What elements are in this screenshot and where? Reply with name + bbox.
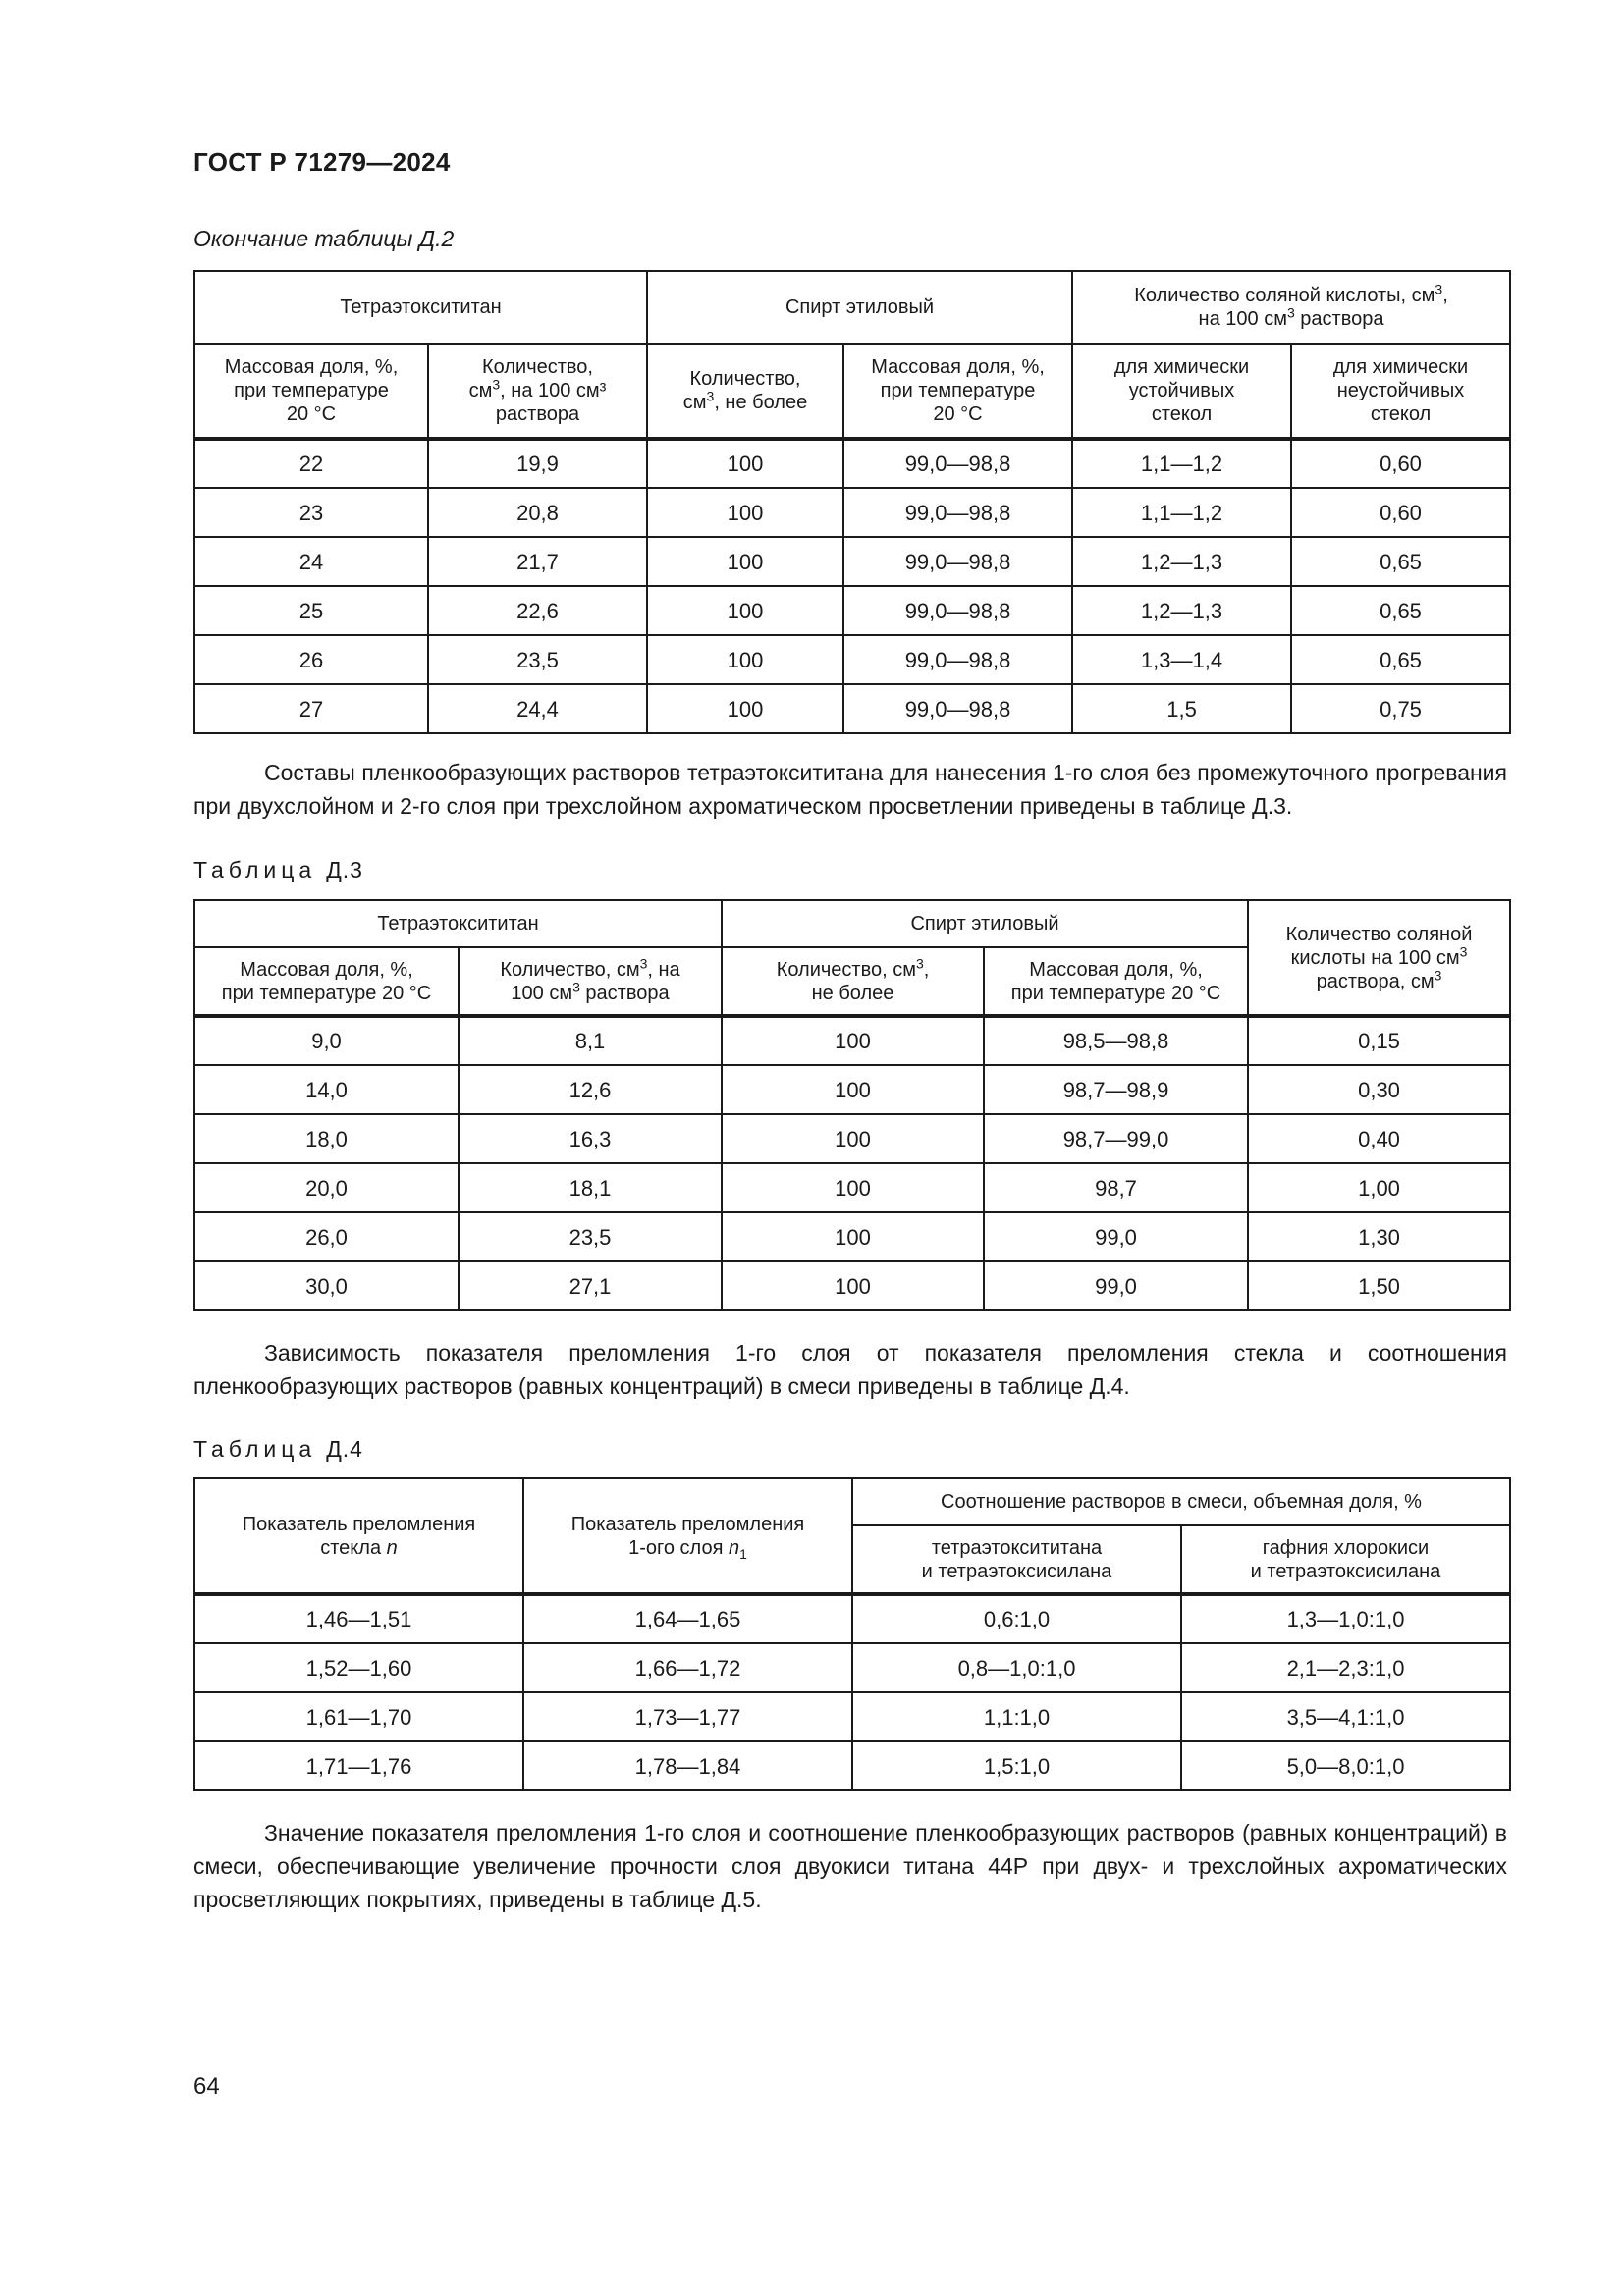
table-d4-header-ratio: Соотношение растворов в смеси, объемная доля, % <box>852 1478 1510 1525</box>
table-d2-header-spirt-mass: Массовая доля, %, при температуре 20 °С <box>843 344 1072 439</box>
table-row: 25 22,6 100 99,0—98,8 1,2—1,3 0,65 <box>194 586 1510 635</box>
table-d2 <box>193 270 1511 734</box>
table-d2-header-acid-stable: для химически устойчивых стекол <box>1072 344 1291 439</box>
table-row: 1,71—1,76 1,78—1,84 1,5:1,0 5,0—8,0:1,0 <box>194 1741 1510 1790</box>
table-d4-header-layer: Показатель преломления 1-ого слоя $n_1$ <box>523 1478 852 1594</box>
table-d4-caption: Таблица Д.4 <box>193 1436 363 1462</box>
table-d3-caption: Таблица Д.3 <box>193 857 363 882</box>
table-row: 1,52—1,60 1,66—1,72 0,8—1,0:1,0 2,1—2,3:1,0 <box>194 1643 1510 1692</box>
table-d2-header-spirt: Спирт этиловый <box>647 271 1072 344</box>
table-d2-header-tetra-qty: Количество, $см^3$, на 100 см³ раствора <box>428 344 647 439</box>
table-d4-header-ratio-titan: тетраэтоксититана и тетраэтоксисилана <box>852 1525 1181 1594</box>
table-row: 9,0 8,1 100 98,5—98,8 0,15 <box>194 1016 1510 1065</box>
table-row: 23 20,8 100 99,0—98,8 1,1—1,2 0,60 <box>194 488 1510 537</box>
paragraph-table-d4-intro: Зависимость показателя преломления 1-го слоя от показателя преломления стекла и соотношения пленкообразующих растворов (равных концентраций) в смеси приведены в таблице Д.4. <box>193 1340 1507 1399</box>
table-row: 27 24,4 100 99,0—98,8 1,5 0,75 <box>194 684 1510 733</box>
table-row: 1,46—1,51 1,64—1,65 0,6:1,0 1,3—1,0:1,0 <box>194 1594 1510 1643</box>
table-row: 30,0 27,1 100 99,0 1,50 <box>194 1261 1510 1310</box>
table-d4 <box>193 1477 1511 1791</box>
table-d2-header-spirt-qty: Количество, $см^3$, не более <box>647 344 843 439</box>
table-d3-header-spirt-mass: Массовая доля, %, при температуре 20 °С <box>984 947 1248 1016</box>
table-d2-header-acid: Количество соляной кислоты, $см^3$, на 100 $см^3$ раствора <box>1072 271 1510 344</box>
table-d3-header-tetra-mass: Массовая доля, %, при температуре 20 °С <box>194 947 459 1016</box>
table-row: 20,0 18,1 100 98,7 1,00 <box>194 1163 1510 1212</box>
table-d3-header-acid: Количество соляной кислоты на 100 $см^3$ раствора, $см^3$ <box>1248 900 1510 1016</box>
table-row: 14,0 12,6 100 98,7—98,9 0,30 <box>194 1065 1510 1114</box>
table-row: 26 23,5 100 99,0—98,8 1,3—1,4 0,65 <box>194 635 1510 684</box>
table-row: 22 19,9 100 99,0—98,8 1,1—1,2 0,60 <box>194 439 1510 488</box>
table-d3-header-spirt: Спирт этиловый <box>722 900 1248 947</box>
table-d2-header-tetra: Тетраэтоксититан <box>194 271 647 344</box>
table-d4-header-glass: Показатель преломления стекла n <box>194 1478 523 1594</box>
document-code: ГОСТ Р 71279—2024 <box>193 147 451 177</box>
page-number: 64 <box>193 2073 220 2100</box>
table-row: 24 21,7 100 99,0—98,8 1,2—1,3 0,65 <box>194 537 1510 586</box>
table-d4-header-ratio-hafnium: гафния хлорокиси и тетраэтоксисилана <box>1181 1525 1510 1594</box>
table-d2-caption: Окончание таблицы Д.2 <box>193 226 455 251</box>
table-d3-header-tetra-qty: Количество, $см^3$, на 100 $см^3$ раствора <box>459 947 722 1016</box>
paragraph-table-d5-intro: Значение показателя преломления 1-го слоя и соотношение пленкообразующих растворов (равных концентраций) в смеси, обеспечивающие увеличение прочности слоя двуокиси титана 44Р при двух- и трехслойных ахроматических просветляющих покрытиях, приведены в таблице Д.5. <box>193 1820 1507 1912</box>
table-d3-header-spirt-qty: Количество, $см^3$, не более <box>722 947 984 1016</box>
table-row: 18,0 16,3 100 98,7—99,0 0,40 <box>194 1114 1510 1163</box>
table-d2-header-tetra-mass: Массовая доля, %, при температуре 20 °С <box>194 344 428 439</box>
table-d3-header-tetra: Тетраэтоксититан <box>194 900 722 947</box>
table-d2-header-acid-unstable: для химически неустойчивых стекол <box>1291 344 1510 439</box>
table-row: 26,0 23,5 100 99,0 1,30 <box>194 1212 1510 1261</box>
table-d3 <box>193 899 1511 1311</box>
paragraph-table-d3-intro: Составы пленкообразующих растворов тетраэтоксититана для нанесения 1-го слоя без промежуточного прогревания при двухслойном и 2-го слоя при трехслойном ахроматическом просветлении приведены в таблице Д.3. <box>193 760 1507 819</box>
table-row: 1,61—1,70 1,73—1,77 1,1:1,0 3,5—4,1:1,0 <box>194 1692 1510 1741</box>
